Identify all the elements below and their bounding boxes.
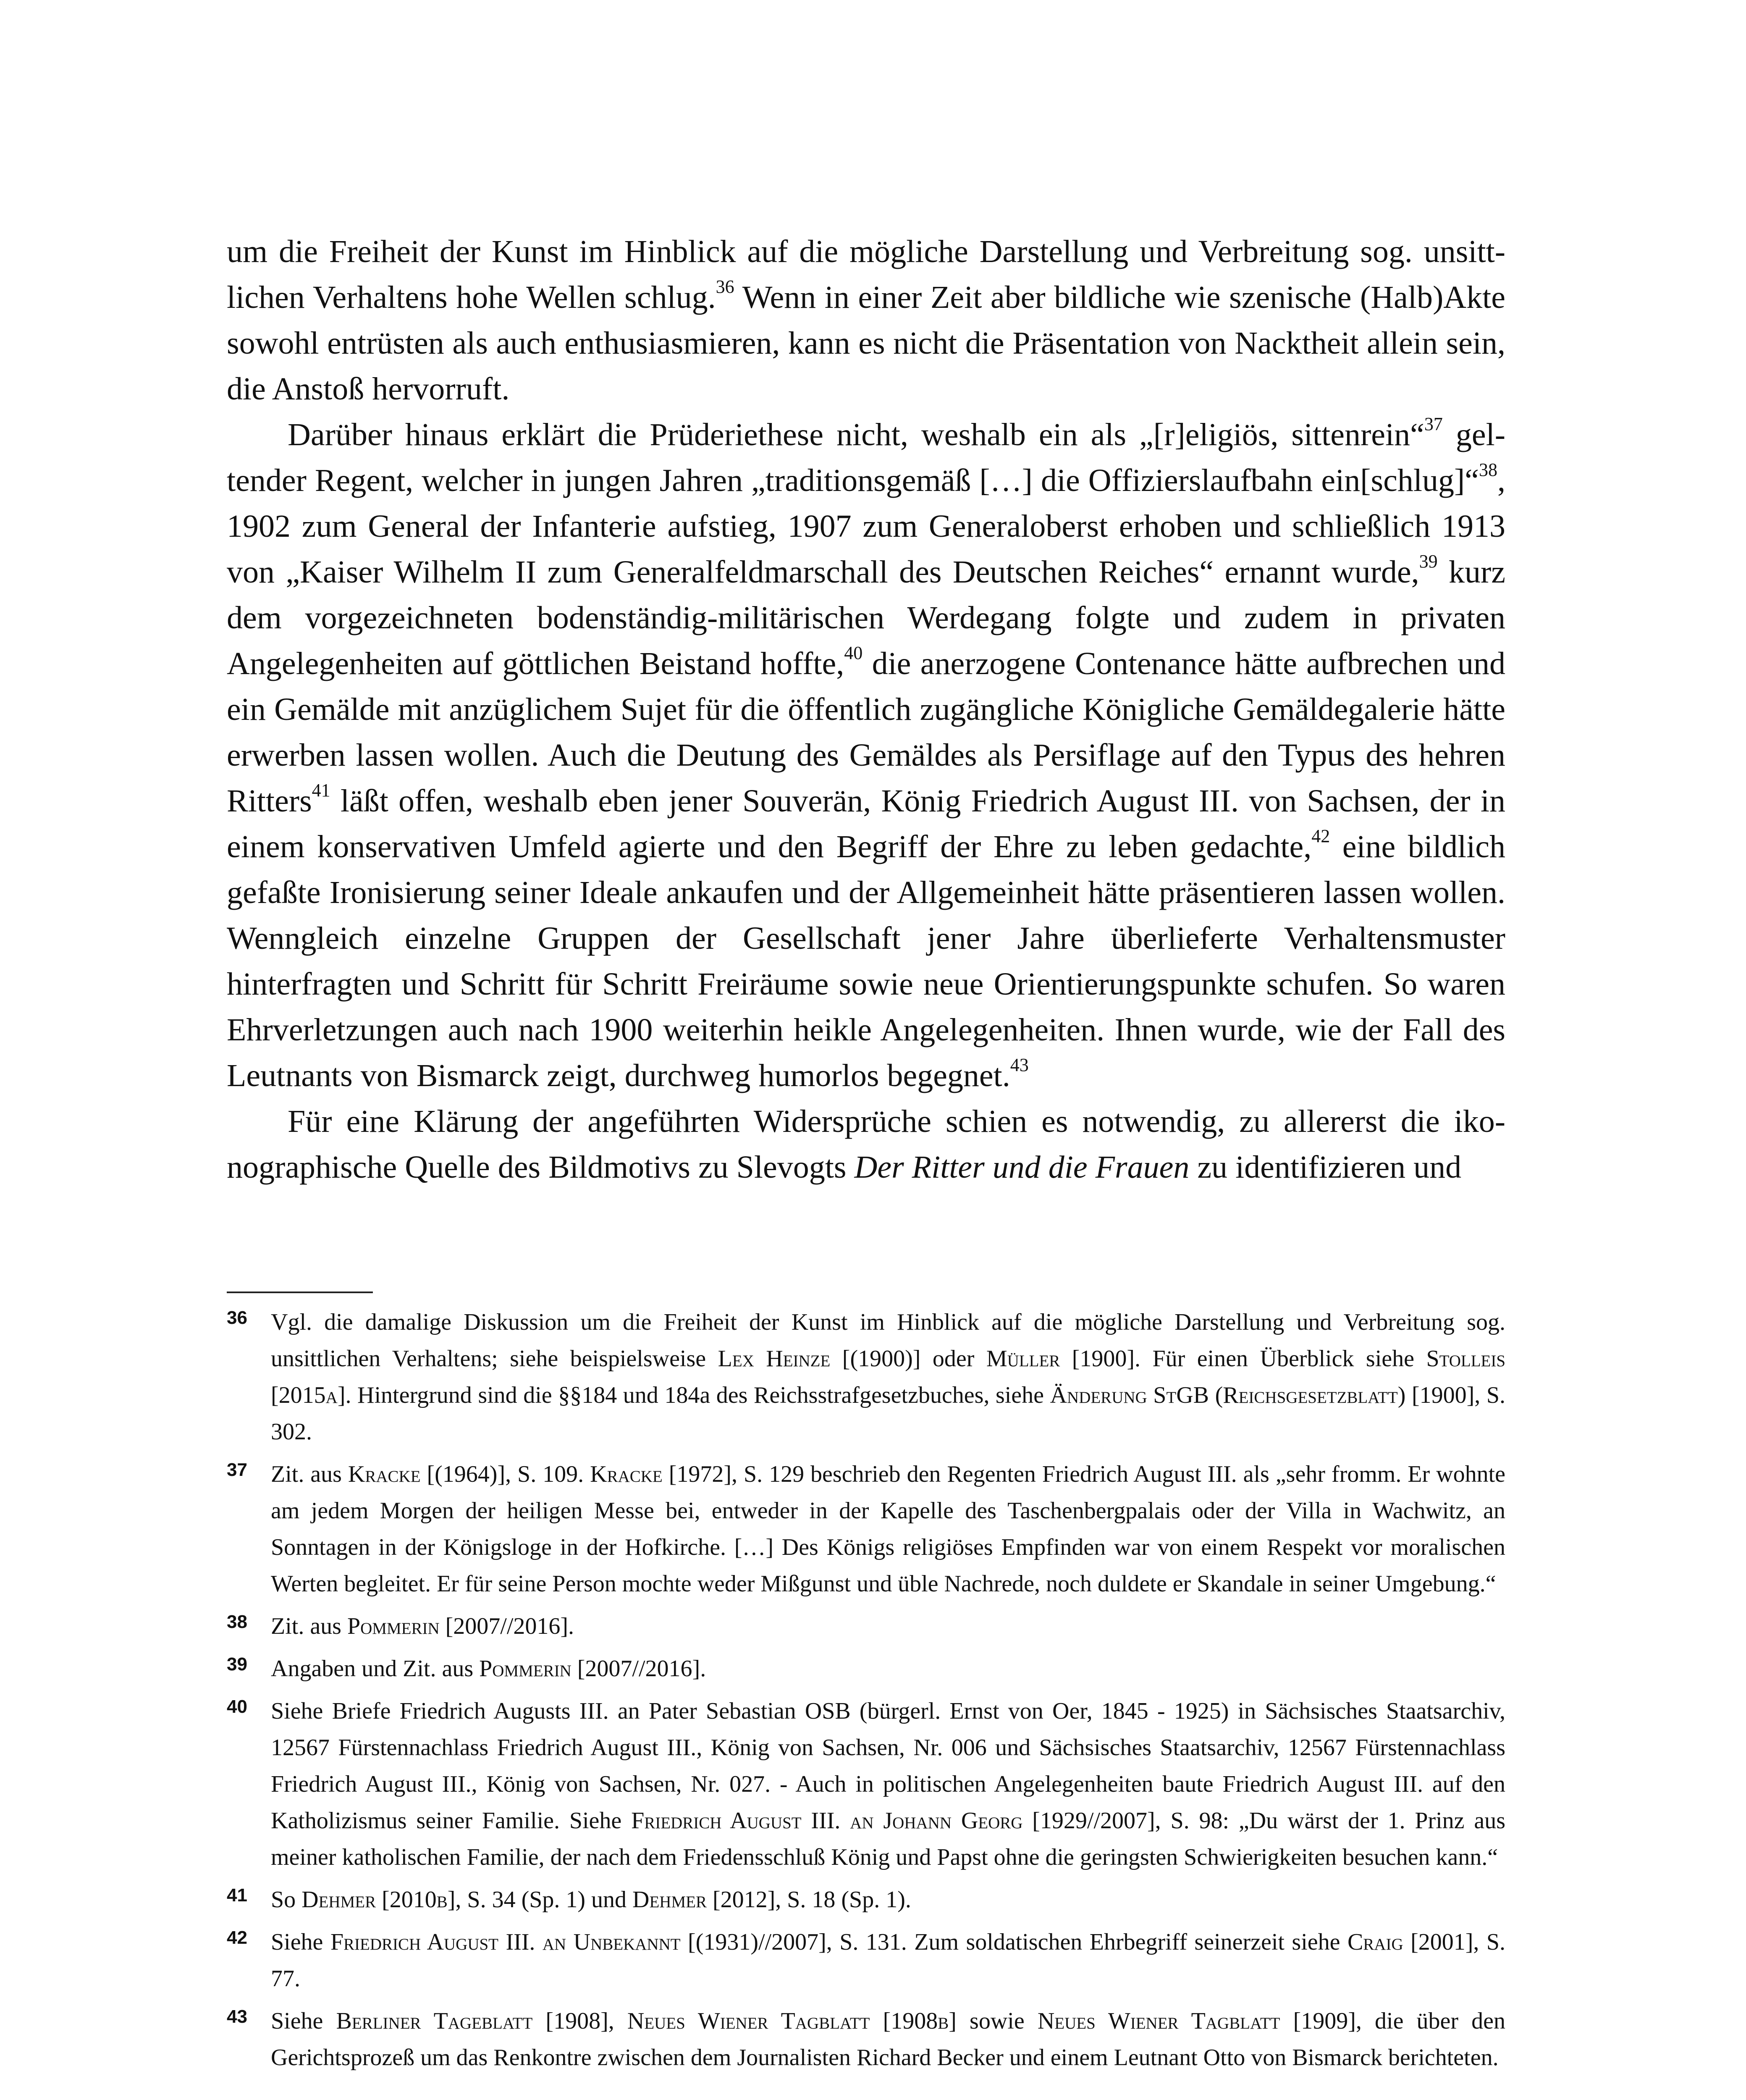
text-run: ], S. 34 (Sp. 1) und	[447, 1887, 633, 1913]
text-run: ]. Hintergrund sind die §§184 und 184a des Reichsstrafgesetzbuches, siehe	[337, 1382, 1050, 1408]
paragraph-3	[227, 1099, 1505, 1190]
text-run: [2001], S. 77.	[271, 1929, 1505, 1992]
text-run: [1929//2007], S. 98: „Du wärst der 1. Prinz aus meiner katholischen Familie, der nach dem Friedensschluß König und Papst ohne die geringsten Schwierigkeiten besuchen kann.“	[271, 1808, 1506, 1870]
footnote-ref-39[interactable]: 39	[1419, 551, 1438, 572]
footnote-text	[271, 1693, 1505, 1876]
author-ref: Pommerin	[347, 1613, 440, 1639]
footnote-39	[227, 1651, 1505, 1687]
artwork-title: Der Ritter und die Frauen	[854, 1150, 1190, 1185]
paragraph-2	[227, 412, 1505, 1099]
footnote-ref-41[interactable]: 41	[312, 780, 330, 801]
footnote-42	[227, 1924, 1505, 1997]
text-run: [1972], S. 129 beschrieb den Regenten Friedrich August III. als „sehr fromm. Er wohnte am jedem Morgen der heiligen Messe bei, entweder in der Kapelle des Taschenbergpalais oder der Villa in Wachwitz, an Sonntagen in der Königsloge in der Hofkirche. […] Des Königs religiöses Empfinden war von einem Respekt vor moralischen Werten begleitet. Er für seine Person mochte weder Mißgunst und üble Nachrede, noch duldete er Skandale in seiner Umgebung.“	[271, 1461, 1505, 1597]
author-ref: Änderung StGB (Reichsgesetzblatt)	[1050, 1382, 1406, 1408]
text-run: Für eine Klärung der angeführten Widersprüche schien es notwendig, zu allererst die ikonographische Quelle des Bildmotivs zu Slevogts	[227, 1104, 1505, 1185]
footnote-36	[227, 1304, 1505, 1450]
footnote-41	[227, 1882, 1505, 1918]
author-ref: Neues Wiener Tagblatt	[627, 2008, 870, 2034]
footnote-text	[271, 1304, 1505, 1450]
text-run: , 1902 zum General der Infanterie aufstieg, 1907 zum Generaloberst erhoben und schließlich 1913 von „Kaiser Wilhelm II zum Generalfeldmarschall des Deutschen Reiches“ ernannt wurde,	[227, 463, 1505, 590]
year-suffix: a	[325, 1382, 338, 1408]
paragraph-1	[227, 229, 1505, 412]
text-run: [1900]. Für einen Überblick siehe	[1060, 1346, 1426, 1372]
text-run: [2007//2016].	[571, 1656, 706, 1682]
footnote-number: 43	[227, 2006, 247, 2027]
text-run: [(1931)//2007], S. 131. Zum soldatischen Ehrbegriff seinerzeit siehe	[680, 1929, 1348, 1955]
text-run: Siehe	[271, 2008, 336, 2034]
text-run: [1909], die über den Gerichtsprozeß um das Renkontre zwischen dem Journalisten Richard Becker und einem Leutnant Otto von Bismarck berichteten.	[271, 2008, 1506, 2071]
text-run: Siehe Briefe Friedrich Augusts III. an Pater Sebastian OSB (bürgerl. Ernst von Oer, 1845 - 1925) in Sächsisches Staatsarchiv, 12567 Fürstennachlass Friedrich August III., König von Sachsen, Nr. 006 und Sächsisches Staatsarchiv, 12567 Fürstennachlass Friedrich August III., König von Sachsen, Nr. 027. - Auch in politischen Angelegenheiten baute Friedrich August III. auf den Katholizismus seiner Familie. Siehe	[271, 1698, 1505, 1834]
footnote-number: 42	[227, 1927, 247, 1948]
footnote-40	[227, 1693, 1505, 1876]
author-ref: Müller	[986, 1346, 1060, 1372]
main-text	[227, 229, 1505, 1190]
year-suffix: b	[436, 1887, 448, 1913]
text-run: Siehe	[271, 1929, 330, 1955]
footnote-number: 40	[227, 1696, 247, 1717]
footnote-38	[227, 1608, 1505, 1645]
text-run: [1908	[870, 2008, 938, 2034]
text-run: Darüber hinaus erklärt die Prüderiethese nicht, weshalb ein als „[r]eligiös, sittenrein“	[288, 417, 1424, 452]
footnote-number: 39	[227, 1654, 247, 1675]
text-run: Zit. aus	[271, 1613, 347, 1639]
text-run: So	[271, 1887, 302, 1913]
footnote-ref-38[interactable]: 38	[1479, 459, 1497, 480]
text-run: [1908],	[532, 2008, 627, 2034]
footnote-number: 38	[227, 1612, 247, 1632]
footnote-text	[271, 1924, 1505, 1997]
text-run: ] sowie	[949, 2008, 1038, 2034]
text-run: [2015	[271, 1382, 326, 1408]
author-ref: Friedrich August III. an Unbekannt	[330, 1929, 681, 1955]
text-run: Wenn in einer Zeit aber bildliche wie szenische (Halb)Akte sowohl entrüsten als auch enthusiasmieren, kann es nicht die Präsentation von Nacktheit allein sein, die Anstoß hervorruft.	[227, 280, 1505, 407]
footnote-text	[271, 1651, 1505, 1687]
footnote-text	[271, 1608, 1505, 1645]
text-run: Zit. aus	[271, 1461, 348, 1487]
text-run: [2012], S. 18 (Sp. 1).	[706, 1887, 911, 1913]
text-run: läßt offen, weshalb eben jener Souverän, König Friedrich August III. von Sachsen, der in einem konservativen Umfeld agierte und den Begriff der Ehre zu leben gedachte,	[227, 783, 1505, 864]
footnote-number: 41	[227, 1885, 247, 1906]
footnote-text	[271, 2003, 1505, 2076]
text-run: [(1964)], S. 109.	[420, 1461, 590, 1487]
footnote-text	[271, 1882, 1505, 1918]
text-run: geltender Regent, welcher in jungen Jahren „traditionsgemäß […] die Offizierslaufbahn ein[schlug]“	[227, 417, 1505, 498]
author-ref: Craig	[1347, 1929, 1403, 1955]
footnote-ref-36[interactable]: 36	[716, 276, 734, 297]
footnote-ref-37[interactable]: 37	[1424, 414, 1443, 434]
footnote-number: 36	[227, 1307, 247, 1328]
footnote-ref-40[interactable]: 40	[844, 643, 863, 663]
year-suffix: b	[938, 2008, 949, 2034]
author-ref: Berliner Tageblatt	[336, 2008, 533, 2034]
author-ref: Stolleis	[1426, 1346, 1506, 1372]
footnote-37	[227, 1456, 1505, 1602]
footnote-text	[271, 1456, 1505, 1602]
author-ref: Friedrich August III. an Johann Georg	[631, 1808, 1023, 1834]
footnotes	[227, 1304, 1505, 2082]
author-ref: Pommerin	[479, 1656, 572, 1682]
text-run: um die Freiheit der Kunst im Hinblick auf die mögliche Darstellung und Verbreitung sog. unsittlichen Verhaltens hohe Wellen schlug.	[227, 234, 1505, 315]
text-run: zu identifizieren und	[1189, 1150, 1462, 1185]
author-ref: Kracke	[348, 1461, 421, 1487]
author-ref: Kracke	[590, 1461, 663, 1487]
footnote-number: 37	[227, 1460, 247, 1480]
author-ref: Neues Wiener Tagblatt	[1037, 2008, 1280, 2034]
text-run: [2010	[376, 1887, 437, 1913]
footnote-ref-42[interactable]: 42	[1311, 826, 1330, 846]
text-run: [1900], S. 302.	[271, 1382, 1505, 1445]
text-run: Angaben und Zit. aus	[271, 1656, 480, 1682]
text-run: die anerzogene Contenance hätte aufbrechen und ein Gemälde mit anzüglichem Sujet für die öffentlich zugängliche Königliche Gemäldegalerie hätte erwerben lassen wollen. Auch die Deutung des Gemäldes als Persiflage auf den Typus des hehren Ritters	[227, 646, 1505, 819]
footnote-43	[227, 2003, 1505, 2076]
footnote-ref-43[interactable]: 43	[1010, 1055, 1029, 1075]
author-ref: Dehmer	[632, 1887, 707, 1913]
author-ref: Lex Heinze	[718, 1346, 831, 1372]
text-run: [(1900)] oder	[830, 1346, 986, 1372]
footnote-separator	[227, 1292, 373, 1293]
text-run: kurz dem vorgezeichneten bodenständig-militärischen Werdegang folgte und zudem in privaten Angelegenheiten auf göttlichen Beistand hoffte,	[227, 554, 1505, 681]
text-run: eine bildlich gefaßte Ironisierung seiner Ideale ankaufen und der Allgemeinheit hätte präsentieren lassen wollen. Wenngleich einzelne Gruppen der Gesellschaft jener Jahre überlieferte Verhaltensmuster hinterfragten und Schritt für Schritt Freiräume sowie neue Orientierungspunkte schufen. So waren Ehrverletzungen auch nach 1900 weiterhin heikle Angelegenheiten. Ihnen wurde, wie der Fall des Leutnants von Bismarck zeigt, durchweg humorlos begegnet.	[227, 829, 1505, 1093]
text-run: Vgl. die damalige Diskussion um die Freiheit der Kunst im Hinblick auf die mögliche Darstellung und Verbreitung sog. unsittlichen Verhaltens; siehe beispielsweise	[271, 1309, 1505, 1372]
author-ref: Dehmer	[301, 1887, 376, 1913]
text-run: [2007//2016].	[439, 1613, 574, 1639]
